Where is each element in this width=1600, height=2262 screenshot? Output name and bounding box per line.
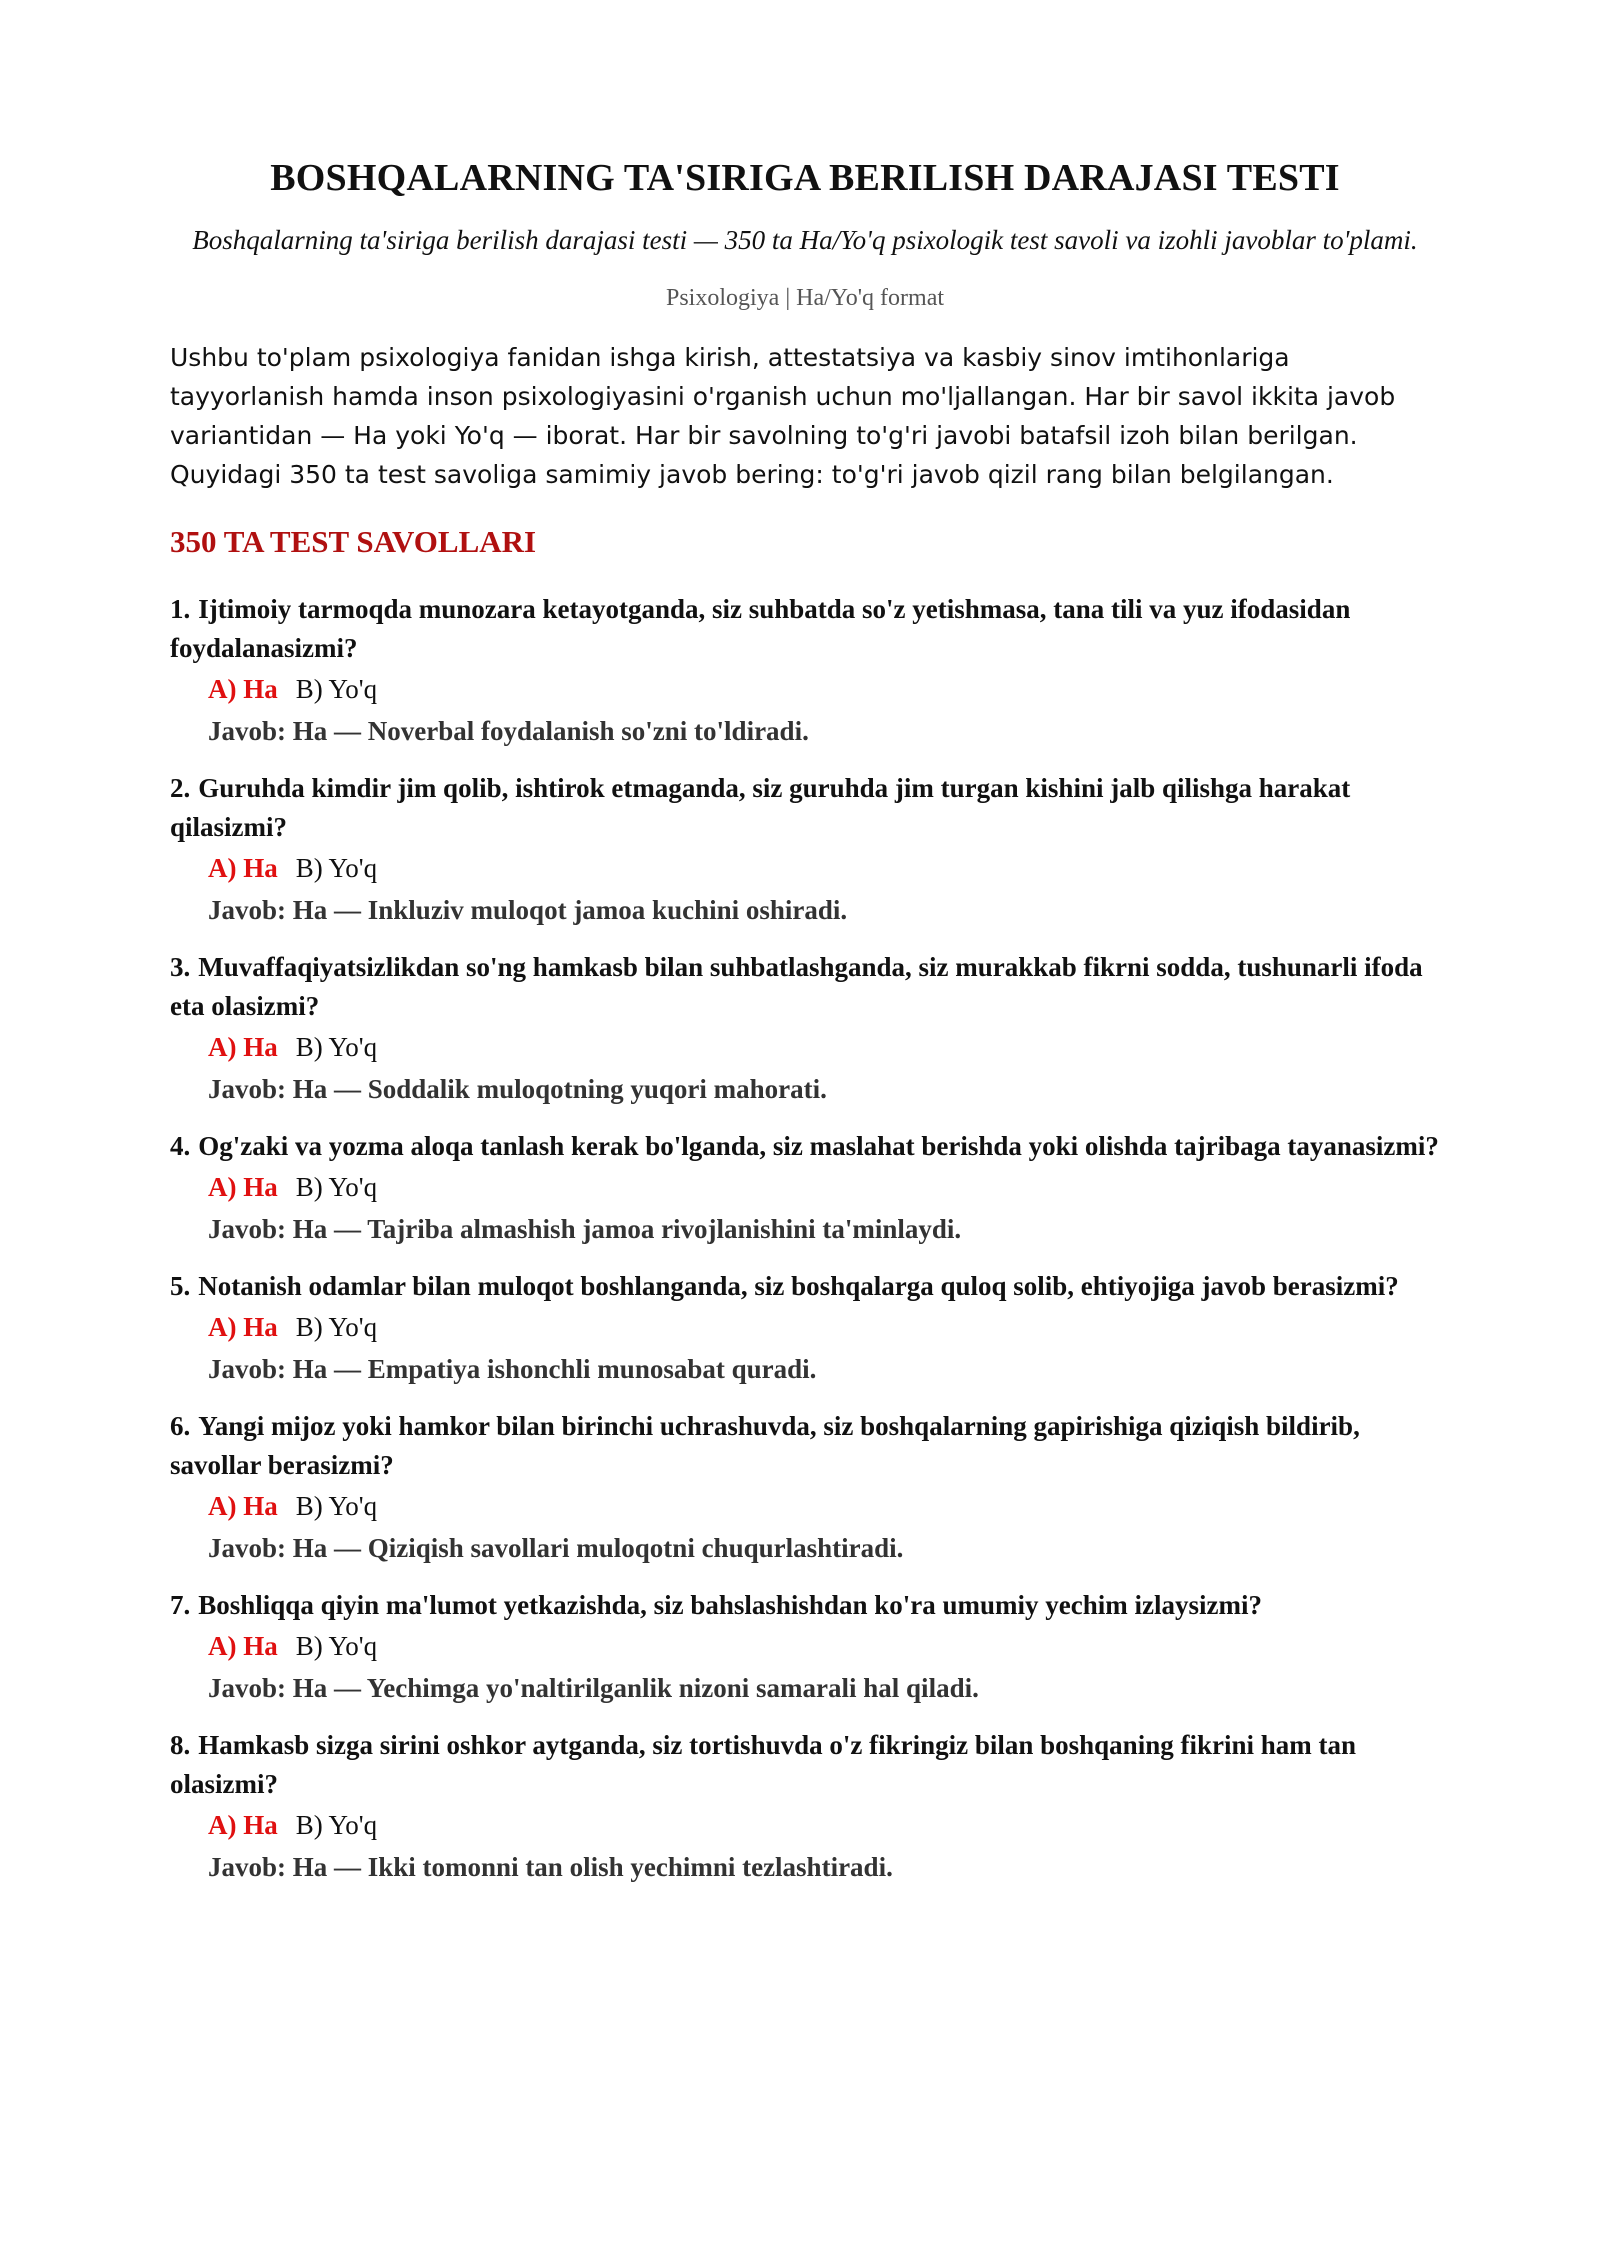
question-body: Muvaffaqiyatsizlikdan so'ng hamkasb bilan suhbatlashganda, siz murakkab fikrni sodda, tushunarli ifoda eta olasizmi? [170,952,1423,1021]
option-b: B) Yo'q [295,1172,378,1202]
option-b: B) Yo'q [295,1491,378,1521]
option-a-correct: A) Ha [208,674,278,704]
option-a-correct: A) Ha [208,1491,278,1521]
question-item [170,1407,1440,1569]
question-number: 3. [170,952,191,982]
question-number: 6. [170,1411,191,1441]
answer-options [170,1026,1440,1068]
question-text [170,1267,1440,1306]
option-a-correct: A) Ha [208,1172,278,1202]
question-text [170,1586,1440,1625]
question-body: Yangi mijoz yoki hamkor bilan birinchi uchrashuvda, siz boshqalarning gapirishiga qiziqish bildirib, savollar berasizmi? [170,1411,1360,1480]
question-text [170,1407,1440,1485]
document-title: BOSHQALARNING TA'SIRIGA BERILISH DARAJASI TESTI [270,157,1340,199]
option-a-correct: A) Ha [208,1810,278,1840]
answer-explanation: Javob: Ha — Soddalik muloqotning yuqori mahorati. [208,1074,827,1104]
intro-paragraph: Ushbu to'plam psixologiya fanidan ishga kirish, attestatsiya va kasbiy sinov imtihonlariga tayyorlanish hamda inson psixologiyasini o'rganish uchun mo'ljallangan. Har bir savol ikkita javob variantidan — Ha yoki Yo'q — iborat. Har bir savolning to'g'ri javobi batafsil izoh bilan berilgan. Quyidagi 350 ta test savoliga samimiy javob bering: to'g'ri javob qizil rang bilan belgilangan. [170,343,1396,489]
option-b: B) Yo'q [295,674,378,704]
answer-options [170,1485,1440,1527]
question-text [170,948,1440,1026]
option-a-correct: A) Ha [208,1032,278,1062]
answer-explanation: Javob: Ha — Inkluziv muloqot jamoa kuchini oshiradi. [208,895,848,925]
question-item [170,769,1440,931]
answer-options [170,668,1440,710]
option-b: B) Yo'q [295,853,378,883]
answer-options [170,1166,1440,1208]
option-a-correct: A) Ha [208,853,278,883]
option-b: B) Yo'q [295,1810,378,1840]
document-subtitle: Boshqalarning ta'siriga berilish darajasi testi — 350 ta Ha/Yo'q psixologik test savoli va izohli javoblar to'plami. [192,225,1418,255]
answer-explanation: Javob: Ha — Ikki tomonni tan olish yechimni tezlashtiradi. [208,1852,893,1882]
option-b: B) Yo'q [295,1631,378,1661]
answer-options [170,847,1440,889]
question-list [170,590,1440,1888]
question-text [170,769,1440,847]
answer-explanation: Javob: Ha — Yechimga yo'naltirilganlik nizoni samarali hal qiladi. [208,1673,979,1703]
question-body: Ijtimoiy tarmoqda munozara ketayotganda, siz suhbatda so'z yetishmasa, tana tili va yuz ifodasidan foydalanasizmi? [170,594,1351,663]
option-b: B) Yo'q [295,1032,378,1062]
answer-explanation: Javob: Ha — Noverbal foydalanish so'zni to'ldiradi. [208,716,809,746]
question-number: 7. [170,1590,191,1620]
answer-options [170,1306,1440,1348]
question-body: Boshliqqa qiyin ma'lumot yetkazishda, siz bahslashishdan ko'ra umumiy yechim izlaysizmi? [198,1590,1262,1620]
question-number: 8. [170,1730,191,1760]
question-body: Og'zaki va yozma aloqa tanlash kerak bo'lganda, siz maslahat berishda yoki olishda tajribaga tayanasizmi? [198,1131,1439,1161]
question-text [170,590,1440,668]
question-body: Hamkasb sizga sirini oshkor aytganda, siz tortishuvda o'z fikringiz bilan boshqaning fikrini ham tan olasizmi? [170,1730,1356,1799]
question-item [170,948,1440,1110]
answer-options [170,1804,1440,1846]
question-text [170,1726,1440,1804]
question-text [170,1127,1440,1166]
document-page [170,150,1440,1905]
answer-explanation: Javob: Ha — Tajriba almashish jamoa rivojlanishini ta'minlaydi. [208,1214,962,1244]
question-body: Notanish odamlar bilan muloqot boshlanganda, siz boshqalarga quloq solib, ehtiyojiga javob berasizmi? [198,1271,1399,1301]
answer-explanation: Javob: Ha — Qiziqish savollari muloqotni chuqurlashtiradi. [208,1533,904,1563]
section-heading: 350 TA TEST SAVOLLARI [170,524,537,559]
question-item [170,1586,1440,1709]
question-item [170,590,1440,752]
question-item [170,1726,1440,1888]
answer-explanation: Javob: Ha — Empatiya ishonchli munosabat quradi. [208,1354,817,1384]
question-body: Guruhda kimdir jim qolib, ishtirok etmaganda, siz guruhda jim turgan kishini jalb qilishga harakat qilasizmi? [170,773,1351,842]
option-a-correct: A) Ha [208,1631,278,1661]
option-a-correct: A) Ha [208,1312,278,1342]
answer-options [170,1625,1440,1667]
question-number: 4. [170,1131,191,1161]
question-number: 1. [170,594,191,624]
document-meta: Psixologiya | Ha/Yo'q format [665,285,945,311]
question-item [170,1127,1440,1250]
question-number: 5. [170,1271,191,1301]
question-item [170,1267,1440,1390]
option-b: B) Yo'q [295,1312,378,1342]
question-number: 2. [170,773,191,803]
